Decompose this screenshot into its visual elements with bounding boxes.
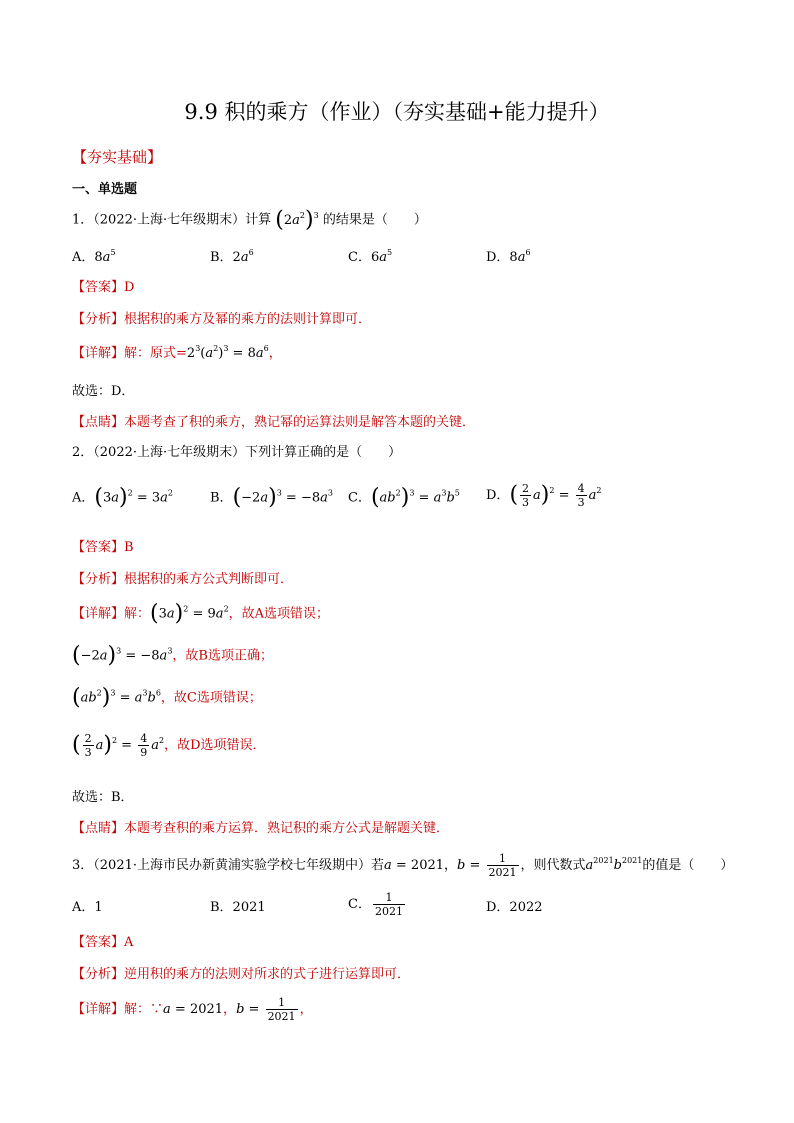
- q1-option-c: C．$6a^5$: [348, 248, 393, 265]
- q2-analysis: 【分析】根据积的乘方公式判断即可．: [72, 572, 294, 587]
- q2-option-b: B．$(-2a)^3 = -8a^3$: [210, 485, 333, 510]
- q1-analysis: 【分析】根据积的乘方及幂的乘方的法则计算即可．: [72, 312, 372, 327]
- q3-option-d: D．2022: [486, 900, 543, 915]
- q3-analysis: 【分析】逆用积的乘方的法则对所求的式子进行运算即可．: [72, 967, 411, 982]
- q1-stem-prefix: 1．（2022·上海·七年级期末）计算: [72, 212, 272, 228]
- q2-option-c: C．$(ab^2)^3 = a^3b^5$: [348, 485, 460, 510]
- q1-conclusion: 故选：D．: [72, 384, 135, 399]
- q1-answer: 【答案】D: [72, 280, 135, 295]
- q2-detail-1: 【详解】解：$(3a)^2 = 9a^2$，故A选项错误；: [72, 601, 330, 626]
- q2-detail-2: $(-2a)^3 = -8a^3$，故B选项正确；: [72, 643, 273, 668]
- q3-answer: 【答案】A: [72, 935, 134, 950]
- q1-option-b: B．$2a^6$: [210, 248, 254, 265]
- q3-option-c: C． $\frac{1}{2021}$: [348, 891, 403, 918]
- section-heading: 【夯实基础】: [72, 148, 163, 166]
- q1-comment: 【点睛】本题考查了积的乘方，熟记幂的运算法则是解答本题的关键．: [72, 415, 476, 430]
- part-heading: 一、单选题: [72, 182, 138, 197]
- q2-detail-4: ( $\frac{2}{3}$ a)$^2$ = $\frac{4}{9}$ $a^2$，故D选项错误．: [72, 732, 266, 759]
- q2-option-a: A．$(3a)^2 = 3a^2$: [72, 485, 174, 510]
- q1-option-a: A．$8a^5$: [72, 248, 116, 265]
- q2-stem: 2．（2022·上海·七年级期末）下列计算正确的是（ ）: [72, 445, 402, 460]
- q3-option-b: B．2021: [210, 900, 266, 915]
- page-title: 9.9 积的乘方（作业）（夯实基础+能力提升）: [184, 100, 610, 124]
- q3-option-a: A．1: [72, 900, 103, 915]
- q2-option-d: D．( $\frac{2}{3}$ a)$^2$ = $\frac{4}{3}$ $a^2$: [486, 482, 602, 509]
- q1-detail: 【详解】解：原式$=2^3(a^2)^3 = 8a^6$，: [72, 344, 282, 361]
- q2-conclusion: 故选：B．: [72, 790, 134, 805]
- q3-detail: 【详解】解：∵a = 2021，b = $\frac{1}{2021}$ ，: [72, 996, 313, 1023]
- q2-answer: 【答案】B: [72, 540, 134, 555]
- q1-stem: [72, 207, 427, 232]
- q2-comment: 【点睛】本题考查积的乘方运算．熟记积的乘方公式是解题关键．: [72, 821, 450, 836]
- q1-stem-suffix: 的结果是（ ）: [322, 212, 427, 228]
- q1-expression: $(2a^2)^3$: [275, 207, 319, 232]
- q2-detail-3: $(ab^2)^3 = a^3b^6$，故C选项错误；: [72, 685, 262, 710]
- q3-stem: 3．（2021·上海市民办新黄浦实验学校七年级期中）若a = 2021，b = $\frac{1}{2021}$ ，则代数式$a^{2021}b^{2021}$的值是（ ）: [72, 852, 734, 879]
- q1-option-d: D．$8a^6$: [486, 248, 531, 265]
